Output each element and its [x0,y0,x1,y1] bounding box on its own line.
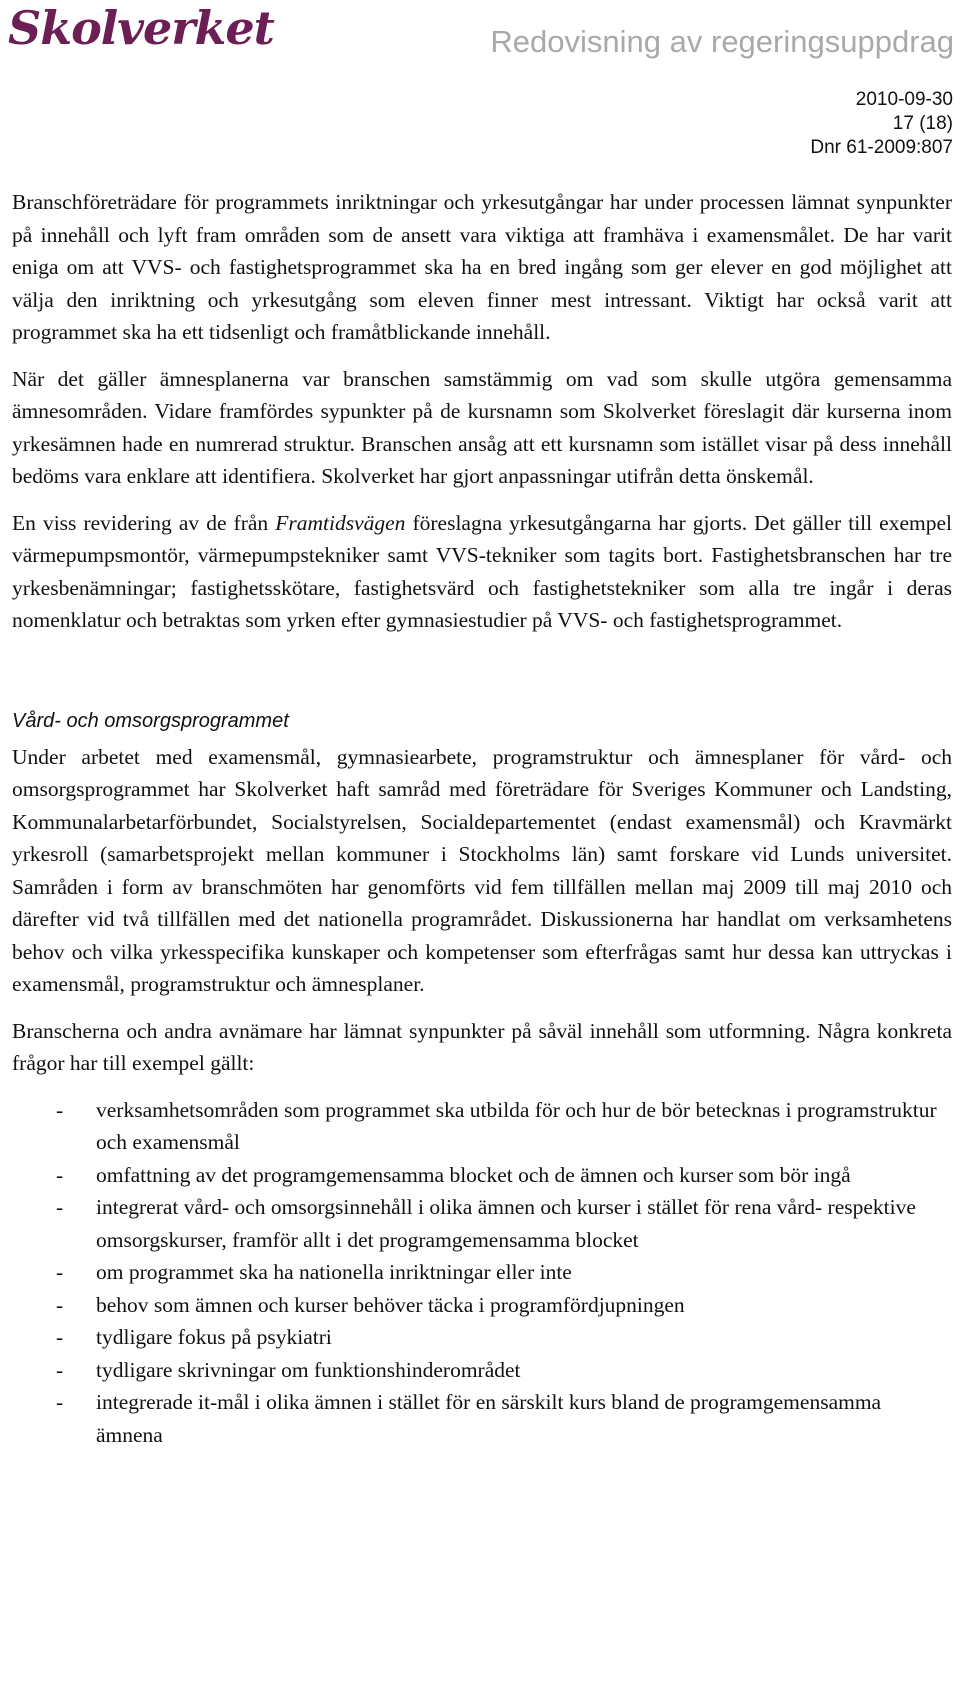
section-heading-vard-omsorg: Vård- och omsorgsprogrammet [12,709,289,732]
document-dnr: Dnr 61-2009:807 [810,137,953,158]
document-date: 2010-09-30 [855,89,953,110]
list-marker: - [56,1357,64,1382]
question-list [12,1094,952,1452]
paragraph-amnesplanerna: När det gäller ämnesplanerna var branschen samstämmig om vad som skulle utgöra gemensamma ämnesområden. Vidare framfördes sypunkter på de kursnamn som Skolverket föreslagit där kurserna inom yrkesämnen hade en numrerad struktur. Branschen ansåg att ett kursnamn som istället visar på dess innehåll bedöms vara enklare att identifiera. Skolverket har gjort anpassningar utifrån detta önskemål. [12,366,952,488]
list-item [12,1159,952,1192]
paragraph-branschforetradare: Branschföreträdare för programmets inriktningar och yrkesutgångar har under processen lämnat synpunkter på innehåll och lyft fram områden som de ansett vara viktiga att framhäva i examensmålet. De har varit eniga om att VVS- och fastighetsprogrammet ska ha en bred ingång som ger elever en god möjlighet att välja den inriktning och yrkesutgång som eleven finner mest intressant. Viktigt har också varit att programmet ska ha ett tidsenligt och framåtblickande innehåll. [12,190,952,344]
list-marker: - [56,1260,64,1284]
list-item-text: tydligare fokus på psykiatri [96,1325,332,1349]
list-item-text: verksamhetsområden som programmet ska utbilda för och hur de bör betecknas i programstruktur och examensmål [96,1097,937,1154]
paragraph-revidering-end: föreslagna yrkesutgångarna har gjorts. Det gäller till exempel värmepumpsmontör, värmepumpstekniker samt VVS-tekniker som tagits bort. Fastighetsbranschen har tre yrkesbenämningar; fastighetsskötare, fastighetsvärd och fastighetstekniker som alla tre ingår i deras nomenklatur och betraktas som yrken efter gymnasiestudier på VVS- och fastighetsprogrammet. [12,510,952,632]
document-body [12,186,952,1451]
list-item [12,1256,952,1289]
list-item [12,1386,952,1451]
list-item-text: integrerade it-mål i olika ämnen i stället för en särskilt kurs bland de programgemensamma ämnena [96,1390,882,1447]
list-marker: - [56,1325,64,1349]
paragraph-samrad: Under arbetet med examensmål, gymnasiearbete, programstruktur och ämnesplaner för vård- och omsorgsprogrammet har Skolverket haft samråd med företrädare för Sveriges Kommuner och Landsting, Kommunalarbetarförbundet, Socialstyrelsen, Socialdepartementet (endast examensmål) och Kravmärkt yrkesroll (samarbetsprojekt mellan kommuner i Stockholms län) samt forskare vid Lunds universitet. Samråden i form av branschmöten har genomförts vid fem tillfällen mellan maj 2009 till maj 2010 och därefter vid två tillfällen med det nationella programrådet. Diskussionerna har handlat om verksamhetens behov och vilka yrkesspecifika kunskaper och kompetenser som efterfrågas samt hur dessa kan uttryckas i examensmål, programstruktur och ämnesplaner. [12,744,952,996]
page-number: 17 (18) [892,113,953,134]
paragraph-revidering [12,507,952,637]
paragraph-revidering-start: En viss revidering av de från [12,510,276,535]
list-item-text: om programmet ska ha nationella inriktningar eller inte [96,1260,572,1284]
list-item-text: omfattning av det programgemensamma blocket och de ämnen och kurser som bör ingå [96,1162,851,1187]
list-item-text: integrerat vård- och omsorgsinnehåll i olika ämnen och kurser i stället för rena vård- respektive omsorgskurser, framför allt i det programgemensamma blocket [96,1195,916,1252]
list-item [12,1321,952,1354]
framtidsvagen-reference: Framtidsvägen [275,510,406,535]
list-item-text: tydligare skrivningar om funktionshinderområdet [96,1357,521,1382]
list-item-text: behov som ämnen och kurser behöver täcka i programfördjupningen [96,1292,685,1317]
list-marker: - [56,1162,64,1187]
list-item [12,1354,952,1387]
list-marker: - [56,1195,64,1219]
skolverket-logo: Skolverket [8,1,274,55]
paragraph-synpunkter: Branscherna och andra avnämare har lämnat synpunkter på såväl innehåll som utformning. Några konkreta frågor har till exempel gällt: [12,1018,952,1075]
list-marker: - [56,1390,64,1414]
list-item [12,1191,952,1256]
list-marker: - [56,1097,64,1122]
list-item [12,1094,952,1159]
list-item [12,1289,952,1322]
report-title: Redovisning av regeringsuppdrag [490,24,954,59]
list-marker: - [56,1292,64,1317]
document-meta [810,88,953,160]
